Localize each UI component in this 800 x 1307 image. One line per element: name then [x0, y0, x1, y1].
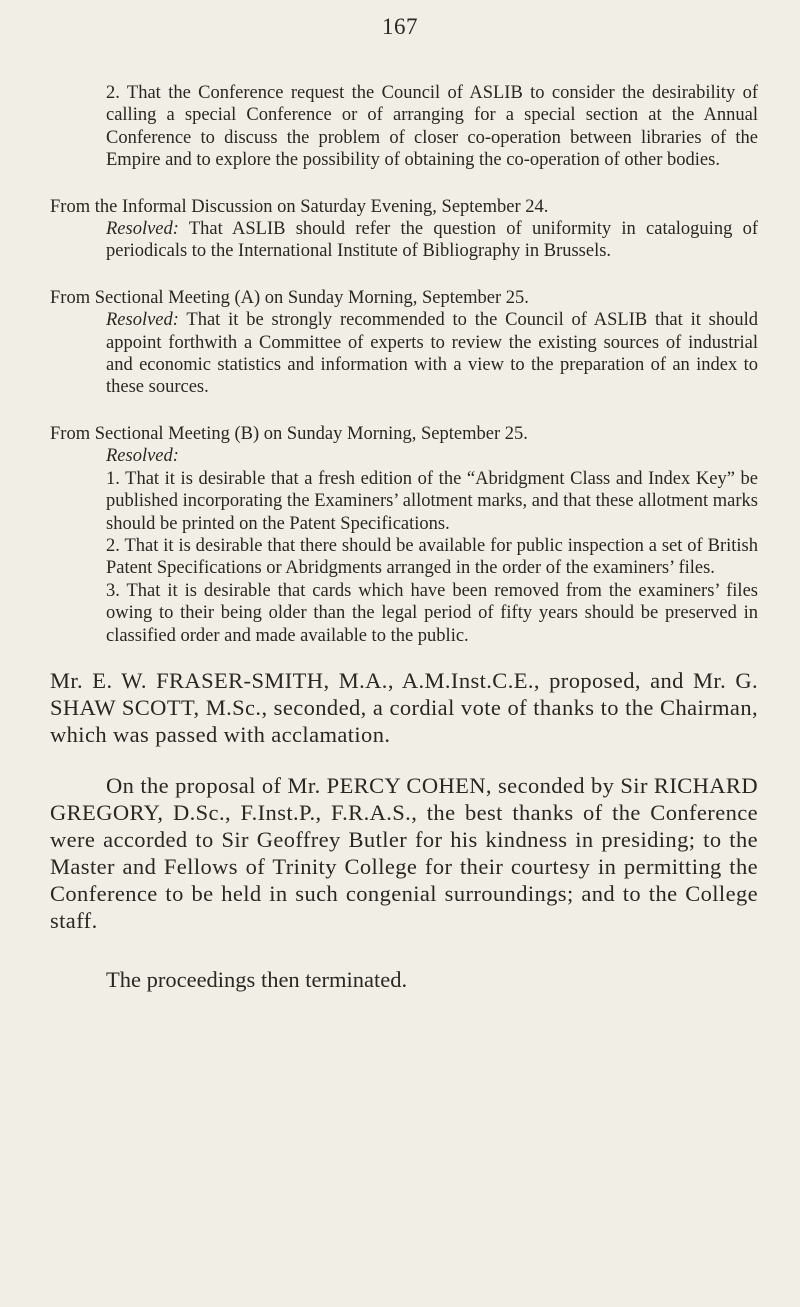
resolution-item-2 [50, 82, 758, 172]
informal-discussion-section [50, 196, 758, 263]
informal-resolution [50, 218, 758, 263]
cohen-proposal-paragraph: On the proposal of Mr. PERCY COHEN, seconded by Sir RICHARD GREGORY, D.Sc., F.Inst.P., F.R.A.S., the best thanks of the Conference were accorded to Sir Geoffrey Butler for his kindness in presiding; to the Master and Fellows of Trinity College for their courtesy in permitting the Conference to be held in such congenial surroundings; and to the College staff. [50, 772, 758, 933]
sectional-b-item-2: 2. That it is desirable that there should be available for public inspection a set of British Patent Specifications or Abridgments arranged in the order of the examiners’ files. [106, 535, 758, 579]
informal-resolved-label: Resolved: [106, 219, 179, 240]
sectional-a-resolved-text: That it be strongly recommended to the Council of ASLIB that it should appoint forthwith a Committee of experts to review the existing sources of industrial and economic statistics and information with a view to the preparation of an index to these sources. [106, 310, 758, 398]
document-body [50, 82, 758, 993]
resolution-item-2-text: 2. That the Conference request the Council of ASLIB to consider the desirability of calling a special Conference or of arranging for a special section at the Annual Conference to discuss the problem of closer co-operation between libraries of the Empire and to explore the possibility of obtaining the co-operation of other bodies. [106, 83, 758, 171]
sectional-b-from-line: From Sectional Meeting (B) on Sunday Morning, September 25. [50, 423, 528, 444]
page-number: 167 [382, 14, 418, 39]
sectional-b-item-3: 3. That it is desirable that cards which have been removed from the examiners’ files owing to their being older than the legal period of fifty years should be preserved in classified order and made available to the public. [106, 580, 758, 646]
informal-from-line: From the Informal Discussion on Saturday Evening, September 24. [50, 196, 549, 217]
closing-line: The proceedings then terminated. [106, 966, 408, 992]
sectional-b-resolved-label: Resolved: [106, 446, 179, 467]
sectional-a-from-line: From Sectional Meeting (A) on Sunday Morning, September 25. [50, 287, 529, 308]
sectional-a-resolved-label: Resolved: [106, 310, 179, 331]
sectional-a-section [50, 287, 758, 399]
sectional-a-resolution [50, 309, 758, 399]
sectional-b-resolved-label-line [50, 445, 758, 467]
sectional-b-item-1: 1. That it is desirable that a fresh edition of the “Abridgment Class and Index Key” be published incorporating the Examiners’ allotment marks, and that these allotment marks should be printed on the Patent Specifications. [106, 468, 758, 534]
informal-resolved-text: That ASLIB should refer the question of uniformity in cataloguing of periodicals to the International Institute of Bibliography in Brussels. [106, 219, 758, 262]
vote-of-thanks-paragraph: Mr. E. W. FRASER-SMITH, M.A., A.M.Inst.C.E., proposed, and Mr. G. SHAW SCOTT, M.Sc., seconded, a cordial vote of thanks to the Chairman, which was passed with acclamation. [50, 667, 758, 747]
sectional-b-section [50, 423, 758, 647]
